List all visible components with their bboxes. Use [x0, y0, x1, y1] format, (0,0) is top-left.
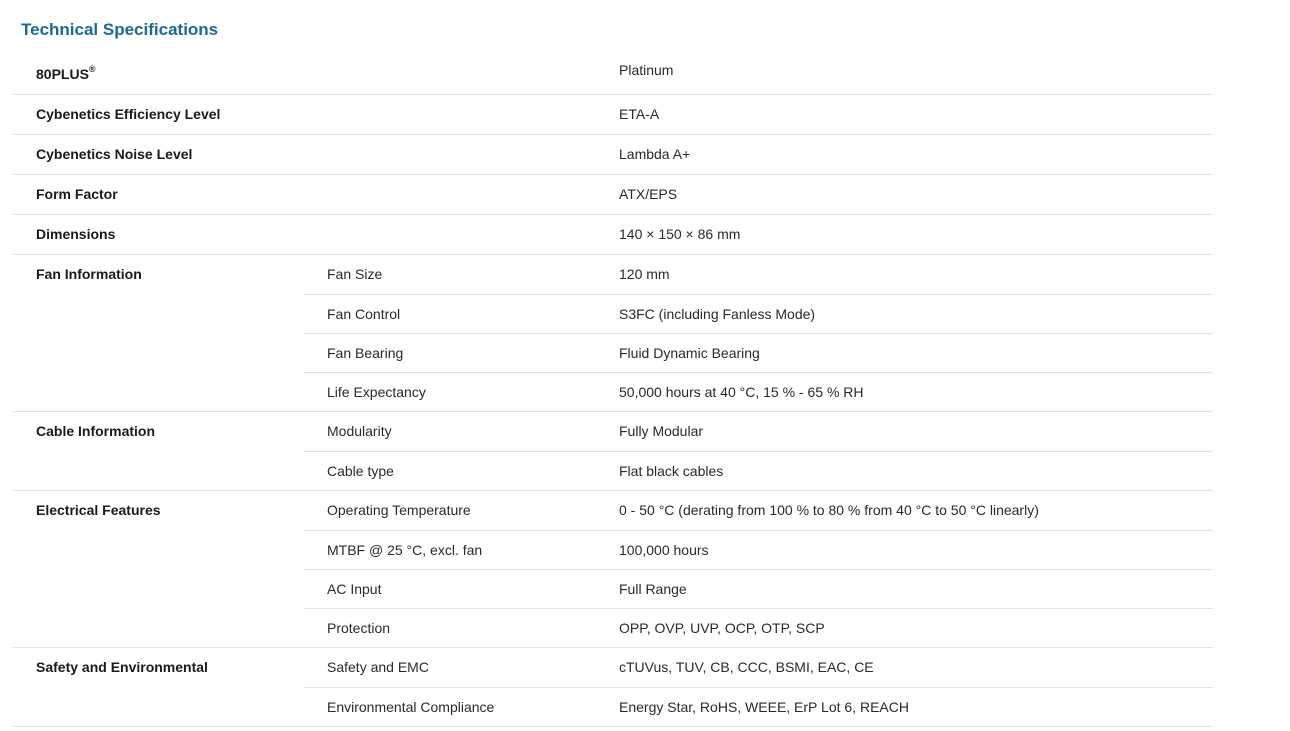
spec-row [13, 648, 1213, 687]
spec-value: 100,000 hours [619, 542, 709, 558]
spec-row [304, 294, 1213, 333]
spec-group-label: Form Factor [36, 186, 118, 202]
spec-row [13, 55, 1213, 94]
spec-row [13, 491, 1213, 530]
spec-value: OPP, OVP, UVP, OCP, OTP, SCP [619, 620, 825, 636]
spec-value: 0 - 50 °C (derating from 100 % to 80 % from 40 °C to 50 °C linearly) [619, 502, 1039, 518]
spec-group-dimensions [13, 215, 1213, 255]
spec-row [304, 608, 1213, 647]
spec-value: Full Range [619, 581, 687, 597]
spec-value: Energy Star, RoHS, WEEE, ErP Lot 6, REACH [619, 699, 909, 715]
spec-value: Fluid Dynamic Bearing [619, 345, 760, 361]
spec-row [304, 333, 1213, 372]
spec-sub-label: MTBF @ 25 °C, excl. fan [327, 542, 483, 558]
spec-row [13, 135, 1213, 174]
spec-group-label: Fan Information [36, 266, 142, 282]
spec-sub-label: Modularity [327, 423, 392, 439]
spec-sub-label: Fan Bearing [327, 345, 404, 361]
spec-row [13, 255, 1213, 294]
spec-row [304, 451, 1213, 490]
spec-sub-label: Environmental Compliance [327, 699, 495, 715]
spec-group-cable-information [13, 412, 1213, 491]
registered-mark: ® [88, 64, 96, 75]
spec-value: 50,000 hours at 40 °C, 15 % - 65 % RH [619, 384, 864, 400]
spec-sub-label: Fan Size [327, 266, 383, 282]
spec-sub-label: Operating Temperature [327, 502, 471, 518]
spec-sub-label: Fan Control [327, 306, 401, 322]
spec-group-label: Electrical Features [36, 502, 161, 518]
page-title: Technical Specifications [21, 20, 219, 39]
spec-sub-label: Safety and EMC [327, 659, 429, 675]
spec-group-label: Cable Information [36, 423, 156, 439]
spec-row [13, 175, 1213, 214]
spec-group-label: Safety and Environmental [36, 659, 208, 675]
spec-value: ETA-A [619, 106, 660, 122]
spec-group-form-factor [13, 175, 1213, 215]
spec-group-label: Cybenetics Efficiency Level [36, 106, 221, 122]
spec-row [304, 569, 1213, 608]
spec-sub-label: AC Input [327, 581, 382, 597]
spec-value: cTUVus, TUV, CB, CCC, BSMI, EAC, CE [619, 659, 874, 675]
spec-value: Platinum [619, 62, 674, 78]
spec-value: S3FC (including Fanless Mode) [619, 306, 816, 322]
spec-row [13, 95, 1213, 134]
spec-group-label: Cybenetics Noise Level [36, 146, 193, 162]
spec-group-electrical-features [13, 491, 1213, 648]
spec-group-80plus [13, 55, 1213, 95]
spec-row [304, 687, 1213, 726]
spec-value: 120 mm [619, 266, 670, 282]
spec-value: Lambda A+ [619, 146, 691, 162]
spec-group-fan-information [13, 255, 1213, 412]
spec-sub-label: Protection [327, 620, 391, 636]
spec-sub-label: Life Expectancy [327, 384, 426, 400]
spec-group-safety-environmental [13, 648, 1213, 727]
spec-group-label-text: 80PLUS [36, 66, 89, 82]
spec-value: ATX/EPS [619, 186, 678, 202]
spec-row [304, 372, 1213, 411]
spec-value: Flat black cables [619, 463, 724, 479]
spec-row [304, 530, 1213, 569]
spec-row [13, 412, 1213, 451]
spec-group-cybenetics-noise [13, 135, 1213, 175]
spec-value: Fully Modular [619, 423, 704, 439]
spec-table [13, 55, 1213, 727]
spec-row [13, 215, 1213, 254]
spec-group-label: Dimensions [36, 226, 116, 242]
spec-value: 140 × 150 × 86 mm [619, 226, 741, 242]
spec-group-cybenetics-efficiency [13, 95, 1213, 135]
spec-sub-label: Cable type [327, 463, 394, 479]
